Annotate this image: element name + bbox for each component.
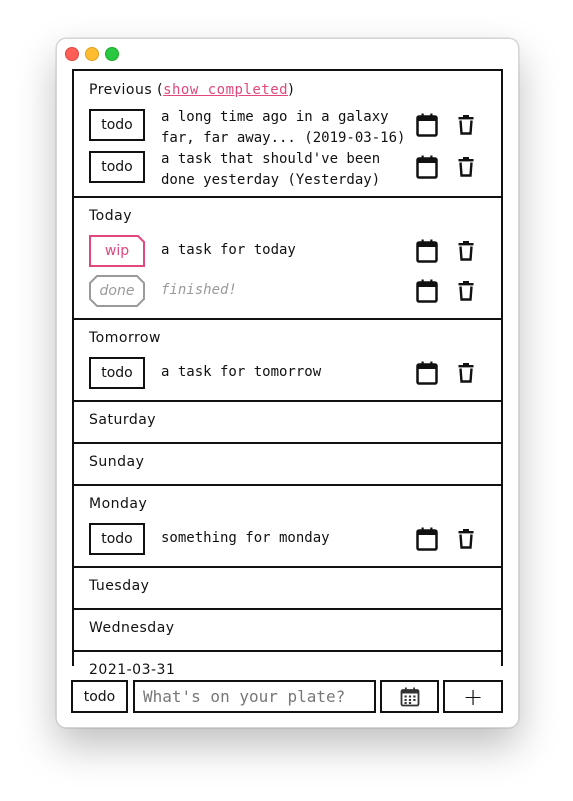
calendar-icon[interactable]: [414, 112, 440, 138]
trash-icon[interactable]: [453, 360, 479, 386]
trash-icon[interactable]: [453, 154, 479, 180]
section-saturday: [74, 402, 501, 444]
status-button[interactable]: wip: [89, 235, 145, 267]
minimize-window-button[interactable]: [85, 47, 99, 61]
section-title: 2021-03-31: [89, 662, 176, 678]
app-window: [56, 38, 519, 728]
trash-icon[interactable]: [453, 526, 479, 552]
section-tomorrow: [74, 320, 501, 402]
calendar-icon[interactable]: [414, 278, 440, 304]
section-monday: [74, 486, 501, 568]
section-title: Tuesday: [89, 578, 150, 594]
task-row: [74, 356, 501, 390]
task-list: [72, 69, 503, 678]
calendar-icon[interactable]: [414, 360, 440, 386]
new-task-status-button[interactable]: todo: [71, 680, 128, 713]
plus-icon: +: [462, 682, 484, 711]
task-row: [74, 274, 501, 308]
task-row: [74, 522, 501, 556]
status-button[interactable]: done: [89, 275, 145, 307]
show-completed-link[interactable]: show completed: [163, 82, 289, 98]
task-text[interactable]: a long time ago in a galaxy far, far away... (2019-03-16): [161, 109, 406, 146]
section-tuesday: [74, 568, 501, 610]
calendar-icon: [400, 687, 420, 707]
task-text[interactable]: a task for today: [161, 242, 296, 258]
task-text[interactable]: something for monday: [161, 530, 330, 546]
calendar-icon[interactable]: [414, 238, 440, 264]
section-title: Previous (show completed): [89, 82, 295, 98]
section-title: Wednesday: [89, 620, 175, 636]
calendar-icon[interactable]: [414, 526, 440, 552]
section-title: Sunday: [89, 454, 145, 470]
status-button[interactable]: todo: [89, 109, 145, 141]
section-wednesday: [74, 610, 501, 652]
close-window-button[interactable]: [65, 47, 79, 61]
zoom-window-button[interactable]: [105, 47, 119, 61]
section-title: Tomorrow: [89, 330, 161, 346]
calendar-icon[interactable]: [414, 154, 440, 180]
section-previous: [74, 71, 501, 198]
add-task-button[interactable]: [443, 680, 503, 713]
status-button[interactable]: todo: [89, 523, 145, 555]
section-title: Saturday: [89, 412, 157, 428]
pick-date-button[interactable]: [380, 680, 439, 713]
section-today: [74, 198, 501, 320]
task-text[interactable]: a task for tomorrow: [161, 364, 322, 380]
trash-icon[interactable]: [453, 238, 479, 264]
new-task-input[interactable]: [133, 680, 376, 713]
section-title: Monday: [89, 496, 148, 512]
task-text[interactable]: a task that should've been done yesterday (Yesterday): [161, 151, 381, 188]
section-sunday: [74, 444, 501, 486]
section-title: Today: [89, 208, 132, 224]
task-row: [74, 234, 501, 268]
status-button[interactable]: todo: [89, 151, 145, 183]
trash-icon[interactable]: [453, 278, 479, 304]
trash-icon[interactable]: [453, 112, 479, 138]
task-row: [74, 150, 501, 188]
status-button[interactable]: todo: [89, 357, 145, 389]
task-text[interactable]: finished!: [161, 282, 237, 298]
task-row: [74, 108, 501, 146]
